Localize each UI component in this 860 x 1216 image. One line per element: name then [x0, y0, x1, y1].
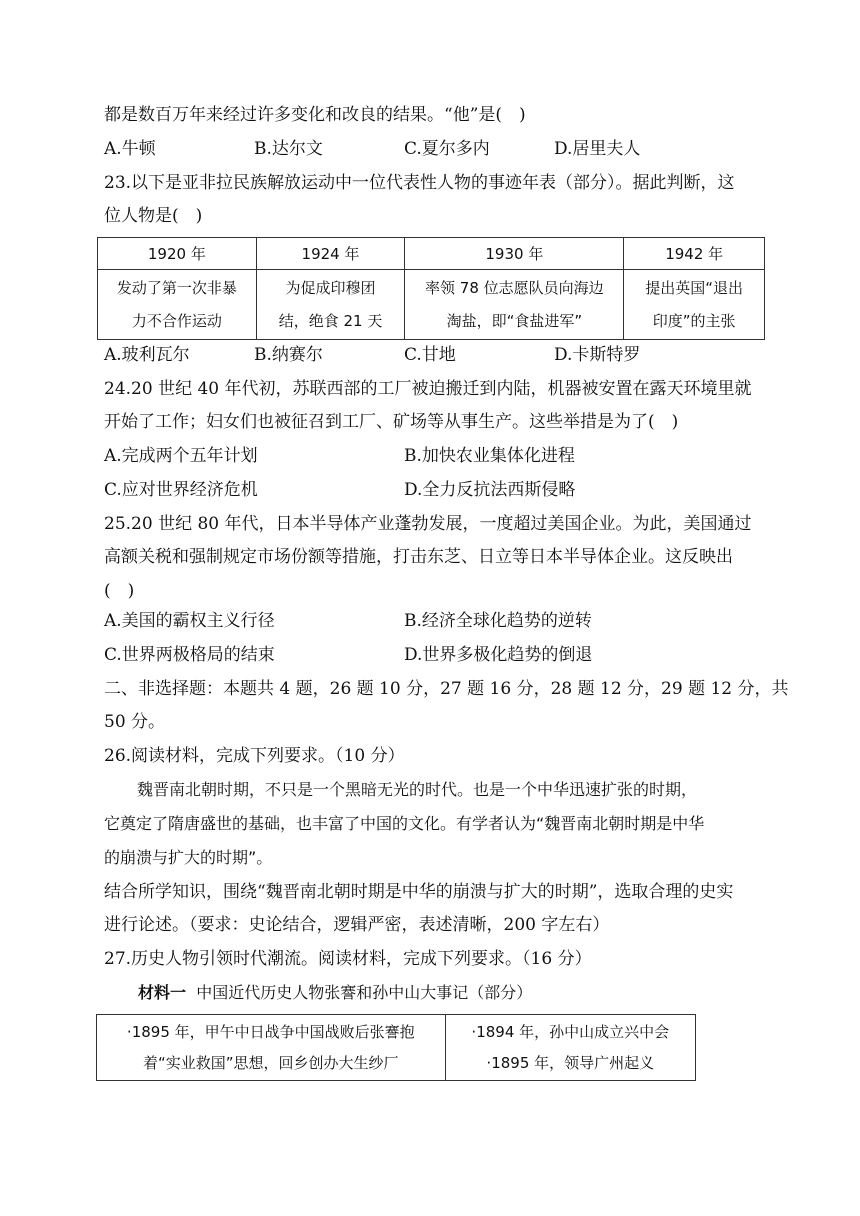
q25-option-b[interactable]: B.经济全球化趋势的逆转 — [404, 611, 592, 631]
year-cell: 1942 年 — [624, 238, 765, 270]
q25-option-c[interactable]: C.世界两极格局的结束 — [104, 645, 275, 665]
q22-option-b[interactable]: B.达尔文 — [254, 139, 323, 159]
q23-option-a[interactable]: A.玻利瓦尔 — [104, 345, 190, 365]
q26-material-cont: 它奠定了隋唐盛世的基础，也丰富了中国的文化。有学者认为“魏晋南北朝时期是中华 — [104, 814, 705, 833]
q22-option-d[interactable]: D.居里夫人 — [554, 139, 641, 159]
q24-option-a[interactable]: A.完成两个五年计划 — [104, 446, 258, 466]
material-1-caption — [138, 982, 532, 1004]
zhang-jian-cell: ·1895 年，甲午中日战争中国战败后张謇抱 着“实业救国”思想，回乡创办大生纱厂 — [97, 1015, 446, 1081]
event-cell: 发动了第一次非暴 力不合作运动 — [98, 270, 257, 340]
q23-stem-cont: 位人物是( ) — [104, 206, 203, 226]
material-1-title: 中国近代历史人物张謇和孙中山大事记（部分） — [196, 983, 533, 1002]
q24-stem: 24.20 世纪 40 年代初，苏联西部的工厂被迫搬迁到内陆，机器被安置在露天环境里就 — [104, 379, 752, 399]
year-cell: 1930 年 — [405, 238, 624, 270]
q23-option-d[interactable]: D.卡斯特罗 — [554, 345, 641, 365]
q26-stem: 26.阅读材料，完成下列要求。（10 分） — [104, 746, 405, 766]
event-cell: 提出英国“退出 印度”的主张 — [624, 270, 765, 340]
q25-option-a[interactable]: A.美国的霸权主义行径 — [104, 611, 275, 631]
material-1-label: 材料一 — [138, 983, 187, 1002]
q24-stem-cont: 开始了工作；妇女们也被征召到工厂、矿场等从事生产。这些举措是为了( ) — [104, 412, 679, 432]
q22-option-a[interactable]: A.牛顿 — [104, 139, 156, 159]
year-cell: 1924 年 — [256, 238, 405, 270]
q26-material: 魏晋南北朝时期，不只是一个黑暗无光的时代。也是一个中华迅速扩张的时期， — [137, 780, 698, 799]
q26-requirement-cont: 进行论述。（要求：史论结合，逻辑严密，表述清晰，200 字左右） — [104, 915, 610, 935]
sun-yatsen-cell: ·1894 年，孙中山成立兴中会 ·1895 年，领导广州起义 — [445, 1015, 695, 1081]
q25-stem-cont: 高额关税和强制规定市场份额等措施，打击东芝、日立等日本半导体企业。这反映出 — [104, 547, 733, 567]
q25-stem-end: ( ) — [104, 581, 135, 601]
q22-option-c[interactable]: C.夏尔多内 — [404, 139, 490, 159]
q24-option-b[interactable]: B.加快农业集体化进程 — [404, 446, 575, 466]
q26-requirement: 结合所学知识，围绕“魏晋南北朝时期是中华的崩溃与扩大的时期”，选取合理的史实 — [104, 882, 734, 902]
event-cell: 为促成印穆团 结，绝食 21 天 — [256, 270, 405, 340]
year-cell: 1920 年 — [98, 238, 257, 270]
section-2-heading: 二、非选择题：本题共 4 题，26 题 10 分，27 题 16 分，28 题 12 分，29 题 12 分，共 — [104, 679, 789, 699]
q23-stem: 23.以下是亚非拉民族解放运动中一位代表性人物的事迹年表（部分）。据此判断，这 — [104, 173, 735, 193]
q25-stem: 25.20 世纪 80 年代，日本半导体产业蓬勃发展，一度超过美国企业。为此，美国通过 — [104, 514, 752, 534]
q27-material-table — [96, 1014, 696, 1081]
q23-option-b[interactable]: B.纳赛尔 — [254, 345, 323, 365]
q25-option-d[interactable]: D.世界多极化趋势的倒退 — [404, 645, 593, 665]
q24-option-c[interactable]: C.应对世界经济危机 — [104, 480, 258, 500]
event-cell: 率领 78 位志愿队员向海边 淘盐，即“食盐进军” — [405, 270, 624, 340]
q22-stem-end: 都是数百万年来经过许多变化和改良的结果。“他”是( ) — [104, 105, 526, 125]
section-2-heading-cont: 50 分。 — [104, 712, 166, 732]
q24-option-d[interactable]: D.全力反抗法西斯侵略 — [404, 480, 576, 500]
q23-timeline-table — [97, 237, 765, 340]
q23-option-c[interactable]: C.甘地 — [404, 345, 456, 365]
q27-stem: 27.历史人物引领时代潮流。阅读材料，完成下列要求。（16 分） — [104, 949, 592, 969]
q26-material-end: 的崩溃与扩大的时期”。 — [104, 848, 273, 867]
